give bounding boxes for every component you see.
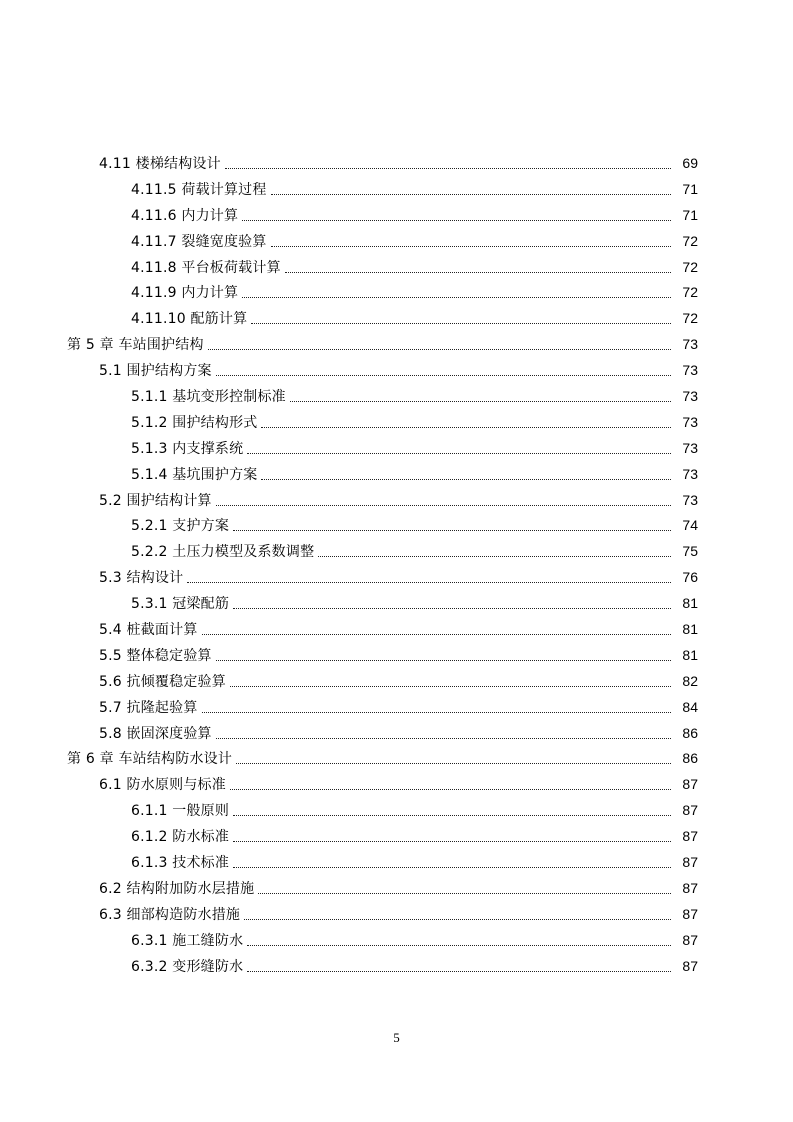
- toc-entry-title: 6.3.2 变形缝防水: [131, 958, 244, 975]
- toc-dot-leader: [236, 762, 671, 764]
- toc-entry[interactable]: [0, 228, 793, 254]
- toc-entry[interactable]: [0, 927, 793, 953]
- toc-entry-title: 6.2 结构附加防水层措施: [99, 880, 255, 897]
- toc-dot-leader: [233, 866, 671, 868]
- toc-dot-leader: [208, 348, 671, 350]
- toc-entry-title: 5.2 围护结构计算: [99, 492, 212, 509]
- toc-entry-page: 72: [682, 232, 698, 249]
- toc-entry[interactable]: [0, 745, 793, 771]
- toc-dot-leader: [244, 918, 671, 920]
- toc-entry-title: 6.3.1 施工缝防水: [131, 932, 244, 949]
- toc-dot-leader: [247, 452, 671, 454]
- toc-dot-leader: [216, 737, 671, 739]
- toc-dot-leader: [261, 478, 671, 480]
- toc-dot-leader: [216, 659, 671, 661]
- toc-entry-page: 81: [682, 620, 698, 637]
- toc-entry[interactable]: [0, 305, 793, 331]
- toc-entry[interactable]: [0, 901, 793, 927]
- toc-entry[interactable]: [0, 512, 793, 538]
- toc-entry-page: 86: [682, 724, 698, 741]
- toc-entry-title: 5.3 结构设计: [99, 570, 184, 587]
- toc-entry-title: 5.6 抗倾覆稳定验算: [99, 673, 226, 690]
- toc-entry[interactable]: [0, 616, 793, 642]
- toc-entry[interactable]: [0, 461, 793, 487]
- toc-dot-leader: [271, 193, 671, 195]
- toc-entry-page: 86: [682, 750, 698, 767]
- toc-entry-title: 4.11.9 内力计算: [131, 285, 239, 302]
- toc-dot-leader: [233, 814, 671, 816]
- toc-entry-page: 87: [682, 853, 698, 870]
- toc-entry-page: 73: [682, 413, 698, 430]
- toc-entry-page: 73: [682, 387, 698, 404]
- toc-entry[interactable]: [0, 357, 793, 383]
- toc-entry-page: 71: [682, 180, 698, 197]
- toc-dot-leader: [202, 633, 671, 635]
- toc-entry-title: 4.11.6 内力计算: [131, 207, 239, 224]
- toc-dot-leader: [216, 504, 671, 506]
- toc-entry-title: 5.1.4 基坑围护方案: [131, 466, 258, 483]
- toc-entry-page: 73: [682, 491, 698, 508]
- toc-entry-page: 73: [682, 336, 698, 353]
- toc-entry[interactable]: [0, 538, 793, 564]
- page-number: 5: [393, 1030, 400, 1045]
- toc-entry-page: 82: [682, 672, 698, 689]
- toc-entry-title: 6.1.3 技术标准: [131, 854, 230, 871]
- toc-entry[interactable]: [0, 953, 793, 979]
- toc-entry[interactable]: [0, 383, 793, 409]
- toc-entry[interactable]: [0, 487, 793, 513]
- table-of-contents: [0, 150, 793, 979]
- toc-entry-title: 5.1 围护结构方案: [99, 363, 212, 380]
- toc-entry-title: 5.1.2 围护结构形式: [131, 414, 258, 431]
- toc-dot-leader: [233, 529, 671, 531]
- toc-entry[interactable]: [0, 331, 793, 357]
- toc-entry-title: 5.4 桩截面计算: [99, 621, 198, 638]
- toc-entry-page: 71: [682, 206, 698, 223]
- toc-entry-page: 87: [682, 802, 698, 819]
- toc-entry-title: 第 5 章 车站围护结构: [67, 337, 204, 354]
- toc-entry-page: 87: [682, 879, 698, 896]
- toc-entry-title: 4.11.5 荷载计算过程: [131, 181, 267, 198]
- toc-entry[interactable]: [0, 642, 793, 668]
- toc-entry-title: 6.1.1 一般原则: [131, 803, 230, 820]
- toc-dot-leader: [233, 607, 671, 609]
- toc-entry-page: 72: [682, 284, 698, 301]
- toc-dot-leader: [242, 296, 671, 298]
- toc-entry-title: 6.3 细部构造防水措施: [99, 906, 241, 923]
- toc-entry[interactable]: [0, 279, 793, 305]
- toc-entry-title: 6.1.2 防水标准: [131, 829, 230, 846]
- toc-entry-page: 84: [682, 698, 698, 715]
- toc-entry-page: 73: [682, 439, 698, 456]
- toc-entry-title: 5.1.3 内支撑系统: [131, 440, 244, 457]
- toc-dot-leader: [247, 970, 671, 972]
- toc-dot-leader: [285, 271, 671, 273]
- toc-entry-title: 6.1 防水原则与标准: [99, 777, 226, 794]
- toc-entry-title: 5.2.1 支护方案: [131, 518, 230, 535]
- toc-entry-title: 4.11.10 配筋计算: [131, 311, 248, 328]
- toc-entry[interactable]: [0, 694, 793, 720]
- toc-entry-page: 87: [682, 905, 698, 922]
- toc-entry-page: 72: [682, 258, 698, 275]
- toc-entry-title: 5.5 整体稳定验算: [99, 647, 212, 664]
- toc-dot-leader: [187, 581, 671, 583]
- toc-entry-title: 第 6 章 车站结构防水设计: [67, 751, 233, 768]
- toc-entry-page: 87: [682, 828, 698, 845]
- toc-entry-page: 72: [682, 310, 698, 327]
- toc-entry-page: 87: [682, 957, 698, 974]
- toc-entry[interactable]: [0, 720, 793, 746]
- toc-entry-page: 87: [682, 931, 698, 948]
- toc-dot-leader: [247, 944, 671, 946]
- toc-entry[interactable]: [0, 564, 793, 590]
- toc-entry[interactable]: [0, 823, 793, 849]
- toc-entry[interactable]: [0, 254, 793, 280]
- toc-entry-page: 81: [682, 646, 698, 663]
- toc-entry-title: 4.11.7 裂缝宽度验算: [131, 233, 267, 250]
- toc-entry[interactable]: [0, 150, 793, 176]
- toc-entry-title: 5.7 抗隆起验算: [99, 699, 198, 716]
- toc-entry[interactable]: [0, 176, 793, 202]
- toc-entry-page: 87: [682, 776, 698, 793]
- toc-entry[interactable]: [0, 771, 793, 797]
- toc-entry-title: 5.8 嵌固深度验算: [99, 725, 212, 742]
- toc-dot-leader: [261, 426, 671, 428]
- toc-dot-leader: [225, 167, 671, 169]
- toc-entry[interactable]: [0, 202, 793, 228]
- toc-entry-page: 73: [682, 465, 698, 482]
- toc-entry[interactable]: [0, 409, 793, 435]
- toc-entry-page: 73: [682, 362, 698, 379]
- toc-entry-page: 81: [682, 595, 698, 612]
- toc-entry-title: 5.1.1 基坑变形控制标准: [131, 388, 286, 405]
- toc-dot-leader: [318, 555, 671, 557]
- toc-entry[interactable]: [0, 875, 793, 901]
- toc-entry-title: 5.2.2 土压力模型及系数调整: [131, 544, 315, 561]
- toc-entry-title: 5.3.1 冠梁配筋: [131, 596, 230, 613]
- toc-entry-page: 74: [682, 517, 698, 534]
- toc-entry[interactable]: [0, 435, 793, 461]
- toc-dot-leader: [233, 840, 671, 842]
- toc-entry-page: 69: [682, 154, 698, 171]
- toc-entry-page: 75: [682, 543, 698, 560]
- toc-dot-leader: [216, 374, 671, 376]
- toc-dot-leader: [251, 322, 671, 324]
- toc-entry-page: 76: [682, 569, 698, 586]
- toc-entry-title: 4.11 楼梯结构设计: [99, 155, 221, 172]
- toc-dot-leader: [230, 788, 671, 790]
- toc-dot-leader: [242, 219, 671, 221]
- toc-dot-leader: [290, 400, 671, 402]
- toc-entry[interactable]: [0, 668, 793, 694]
- toc-dot-leader: [202, 711, 671, 713]
- toc-entry[interactable]: [0, 590, 793, 616]
- toc-entry[interactable]: [0, 797, 793, 823]
- toc-dot-leader: [230, 685, 671, 687]
- toc-dot-leader: [258, 892, 671, 894]
- toc-dot-leader: [271, 245, 671, 247]
- toc-entry-title: 4.11.8 平台板荷载计算: [131, 259, 281, 276]
- toc-entry[interactable]: [0, 849, 793, 875]
